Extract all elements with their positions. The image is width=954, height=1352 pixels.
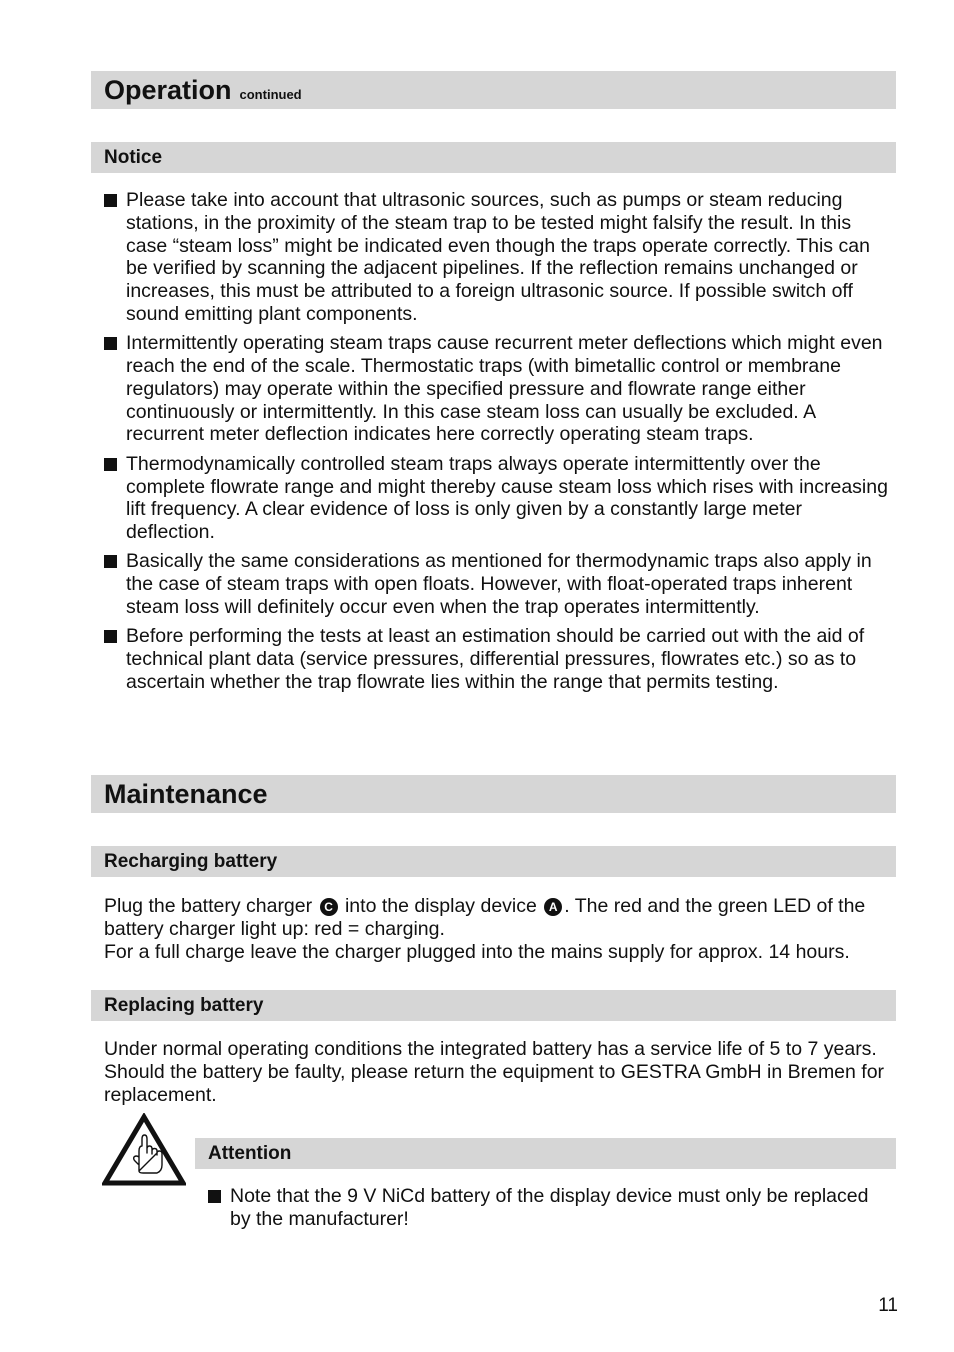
- replacing-text: Under normal operating conditions the integrated battery has a service life of 5 to 7 years. Should the battery be faulty, please return the equipment to GESTRA GmbH in Bremen for replacement.: [104, 1038, 885, 1106]
- list-item: Thermodynamically controlled steam traps always operate intermittently over the complete flowrate range and might thereby cause steam loss which rises with increasing lift frequency. A clear evidence of loss is only given by a constantly large meter deflection.: [104, 453, 894, 544]
- list-item: Basically the same considerations as mentioned for thermodynamic traps also apply in the case of steam traps with open floats. However, with float-operated traps inherent steam loss will definitely occur even when the trap operates intermittently.: [104, 550, 894, 618]
- operation-header: [91, 71, 896, 109]
- maintenance-header: Maintenance: [91, 775, 896, 813]
- warning-hand-icon: [102, 1113, 186, 1187]
- page-title: Operation: [104, 75, 232, 105]
- notice-heading: Notice: [91, 142, 896, 173]
- bullet-square-icon: [104, 194, 117, 207]
- bullet-square-icon: [104, 630, 117, 643]
- list-item: Please take into account that ultrasonic sources, such as pumps or steam reducing stations, in the proximity of the steam trap to be tested might falsify the result. In this case “steam loss” might be indicated even though the traps operate correctly. This can be verified by scanning the adjacent pipelines. If the reflection remains unchanged or increases, this must be attributed to a foreign ultrasonic source. If possible switch off sound emitting plant components.: [104, 189, 894, 326]
- page-number: 11: [878, 1295, 898, 1316]
- list-item: Intermittently operating steam traps cause recurrent meter deflections which might even reach the end of the scale. Thermostatic traps (with bimetallic control or membrane regulators) may operate within the specified pressure and flowrate range either continuously or intermittently. In this case steam loss can usually be excluded. A recurrent meter deflection indicates here correctly operating steam traps.: [104, 332, 894, 446]
- replacing-heading: Replacing battery: [91, 990, 896, 1021]
- badge-a-icon: A: [544, 898, 562, 916]
- bullet-square-icon: [104, 555, 117, 568]
- attention-list: [208, 1185, 894, 1237]
- badge-c-icon: C: [320, 898, 338, 916]
- list-item: Note that the 9 V NiCd battery of the display device must only be replaced by the manufacturer!: [208, 1185, 894, 1231]
- list-item: Before performing the tests at least an estimation should be carried out with the aid of technical plant data (service pressures, differential pressures, flowrates etc.) so as to ascertain whether the trap flowrate lies within the range that permits testing.: [104, 625, 894, 693]
- recharging-heading: Recharging battery: [91, 846, 896, 877]
- title-suffix: continued: [239, 87, 302, 102]
- notice-list: [104, 189, 894, 700]
- bullet-square-icon: [208, 1190, 221, 1203]
- recharging-text: Plug the battery charger C into the display device A . The red and the green LED of the battery charger light up: red = charging. For a full charge leave the charger plugged into the mains supply for approx. 14 hours.: [104, 895, 866, 963]
- bullet-square-icon: [104, 458, 117, 471]
- bullet-square-icon: [104, 337, 117, 350]
- attention-heading: Attention: [195, 1138, 896, 1169]
